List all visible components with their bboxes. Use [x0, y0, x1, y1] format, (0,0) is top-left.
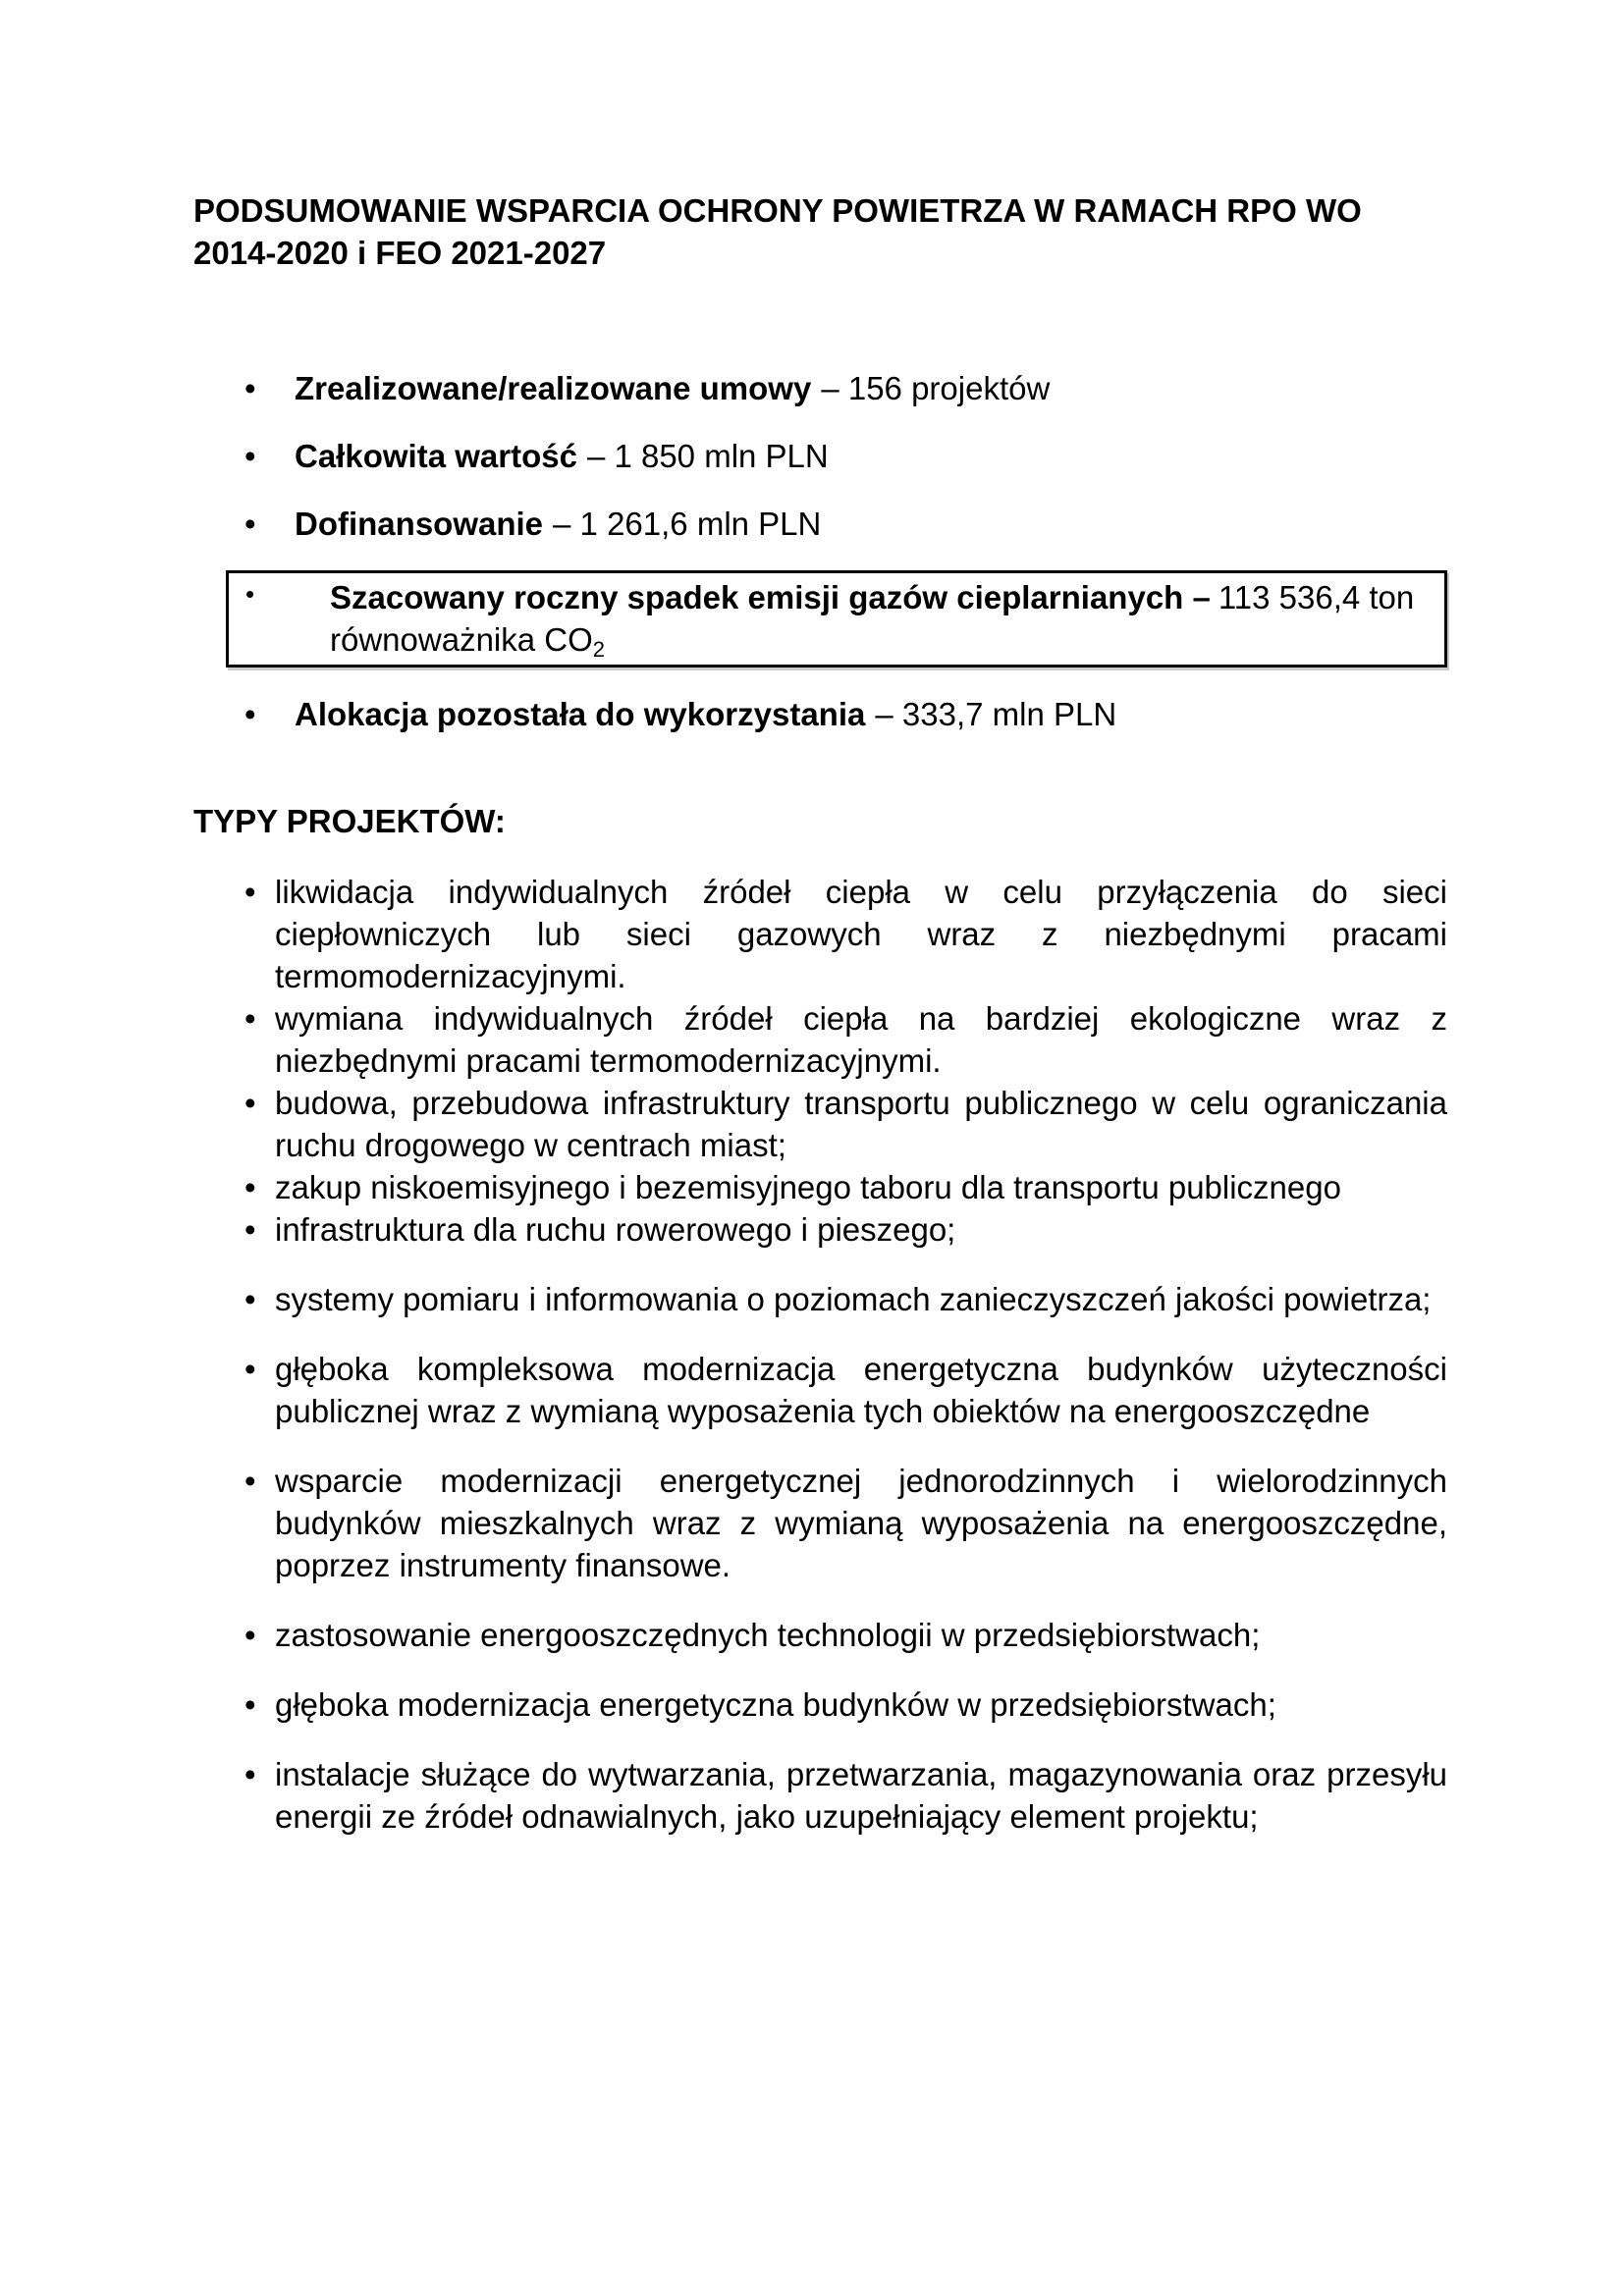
bullet-icon: • — [244, 1211, 256, 1248]
summary-item-total-value — [193, 435, 1447, 477]
summary-item-label: Całkowita wartość — [295, 438, 577, 474]
summary-item-value: – 333,7 mln PLN — [875, 696, 1117, 732]
summary-item-emissions-boxed — [226, 570, 1447, 667]
bullet-icon: • — [244, 1463, 256, 1499]
project-type-item — [193, 1753, 1447, 1838]
bullet-icon: • — [244, 1000, 256, 1037]
page-title — [193, 189, 1447, 274]
project-type-item — [193, 1614, 1447, 1656]
bullet-icon: • — [244, 696, 256, 732]
project-type-text: infrastruktura dla ruchu rowerowego i pieszego; — [275, 1211, 956, 1248]
project-types-list — [193, 871, 1447, 1838]
project-type-text: likwidacja indywidualnych źródeł ciepła w celu przyłączenia do sieci ciepłowniczych lub sieci gazowych wraz z niezbędnymi pracami termomodernizacyjnymi. — [275, 874, 1447, 994]
summary-item-cofinancing — [193, 503, 1447, 545]
summary-item-label: Zrealizowane/realizowane umowy — [295, 370, 812, 406]
summary-item-label: Dofinansowanie — [295, 506, 544, 542]
page-title-line-2: 2014-2020 i FEO 2021-2027 — [193, 235, 607, 271]
project-type-text: instalacje służące do wytwarzania, przetwarzania, magazynowania oraz przesyłu energii ze źródeł odnawialnych, jako uzupełniający element projektu; — [275, 1756, 1447, 1835]
bullet-icon: • — [244, 506, 256, 542]
project-type-item — [193, 1082, 1447, 1166]
project-type-text: zastosowanie energooszczędnych technologii w przedsiębiorstwach; — [275, 1617, 1261, 1653]
project-type-item — [193, 997, 1447, 1082]
bullet-icon: • — [245, 579, 255, 609]
page-title-line-1: PODSUMOWANIE WSPARCIA OCHRONY POWIETRZA W RAMACH RPO WO — [193, 192, 1362, 229]
project-type-item — [193, 871, 1447, 997]
section-heading-project-types: TYPY PROJEKTÓW: — [193, 803, 506, 839]
bullet-icon: • — [244, 370, 256, 406]
project-type-item — [193, 1683, 1447, 1726]
summary-item-value: – 1 850 mln PLN — [586, 438, 829, 474]
project-type-item — [193, 1348, 1447, 1432]
bullet-icon: • — [244, 438, 256, 474]
project-type-text: budowa, przebudowa infrastruktury transportu publicznego w celu ograniczania ruchu drogowego w centrach miast; — [275, 1085, 1447, 1163]
project-type-text: głęboka modernizacja energetyczna budynków w przedsiębiorstwach; — [275, 1686, 1276, 1723]
summary-item-value: – 156 projektów — [821, 370, 1051, 406]
bullet-icon: • — [244, 1756, 256, 1792]
summary-item-value: 113 536,4 ton równoważnika CO — [330, 579, 1415, 658]
summary-item-label: Alokacja pozostała do wykorzystania — [295, 696, 866, 732]
bullet-icon: • — [244, 1085, 256, 1121]
bullet-icon: • — [244, 1351, 256, 1387]
project-type-item — [193, 1208, 1447, 1251]
project-type-item — [193, 1166, 1447, 1208]
project-type-text: głęboka kompleksowa modernizacja energetyczna budynków użyteczności publicznej wraz z wymianą wyposażenia tych obiektów na energooszczędne — [275, 1351, 1447, 1429]
bullet-icon: • — [244, 1169, 256, 1205]
bullet-icon: • — [244, 1686, 256, 1723]
bullet-icon: • — [244, 1617, 256, 1653]
bullet-icon: • — [244, 874, 256, 910]
co2-subscript: 2 — [592, 637, 606, 662]
project-type-text: systemy pomiaru i informowania o poziomach zanieczyszczeń jakości powietrza; — [275, 1281, 1432, 1317]
project-type-item — [193, 1460, 1447, 1586]
summary-item-label: Szacowany roczny spadek emisji gazów cieplarnianych – — [330, 579, 1211, 615]
project-type-item — [193, 1278, 1447, 1320]
project-type-text: wymiana indywidualnych źródeł ciepła na bardziej ekologiczne wraz z niezbędnymi pracami termomodernizacyjnymi. — [275, 1000, 1447, 1079]
project-type-text: wsparcie modernizacji energetycznej jednorodzinnych i wielorodzinnych budynków mieszkalnych wraz z wymianą wyposażenia na energooszczędne, poprzez instrumenty finansowe. — [275, 1463, 1447, 1583]
project-type-text: zakup niskoemisyjnego i bezemisyjnego taboru dla transportu publicznego — [275, 1169, 1341, 1205]
summary-item-value: – 1 261,6 mln PLN — [553, 506, 822, 542]
bullet-icon: • — [244, 1281, 256, 1317]
summary-item-contracts — [193, 367, 1447, 409]
summary-list — [193, 367, 1447, 735]
summary-item-allocation — [193, 693, 1447, 735]
